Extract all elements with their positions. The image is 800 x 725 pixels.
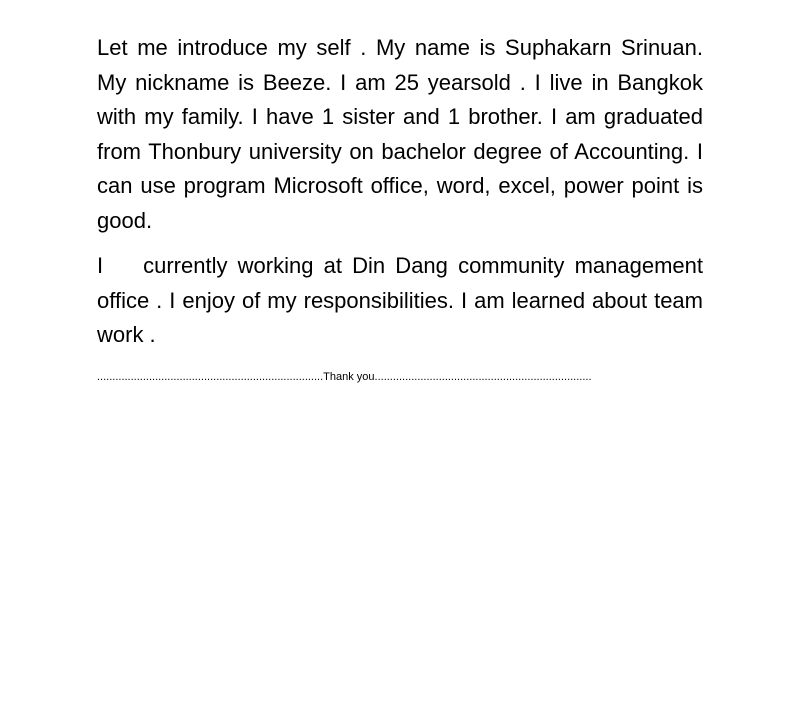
signoff-dots-right: .......................................................................: [374, 370, 592, 383]
signoff-dots-left: ..........................................................................: [97, 370, 324, 383]
document-body: [97, 31, 703, 384]
work-paragraph-text: currently working at Din Dang community management office . I enjoy of my responsibilities. I am learned about team work .: [97, 253, 703, 347]
signoff-line: [97, 370, 619, 384]
work-paragraph-start: I: [97, 253, 104, 278]
work-paragraph: [97, 249, 703, 353]
signoff-text: Thank you: [323, 370, 375, 383]
introduction-paragraph: Let me introduce my self . My name is Suphakarn Srinuan. My nickname is Beeze. I am 25 yearsold . I live in Bangkok with my family. I have 1 sister and 1 brother. I am graduated from Thonbury university on bachelor degree of Accounting. I can use program Microsoft office, word, excel, power point is good.: [97, 35, 703, 233]
